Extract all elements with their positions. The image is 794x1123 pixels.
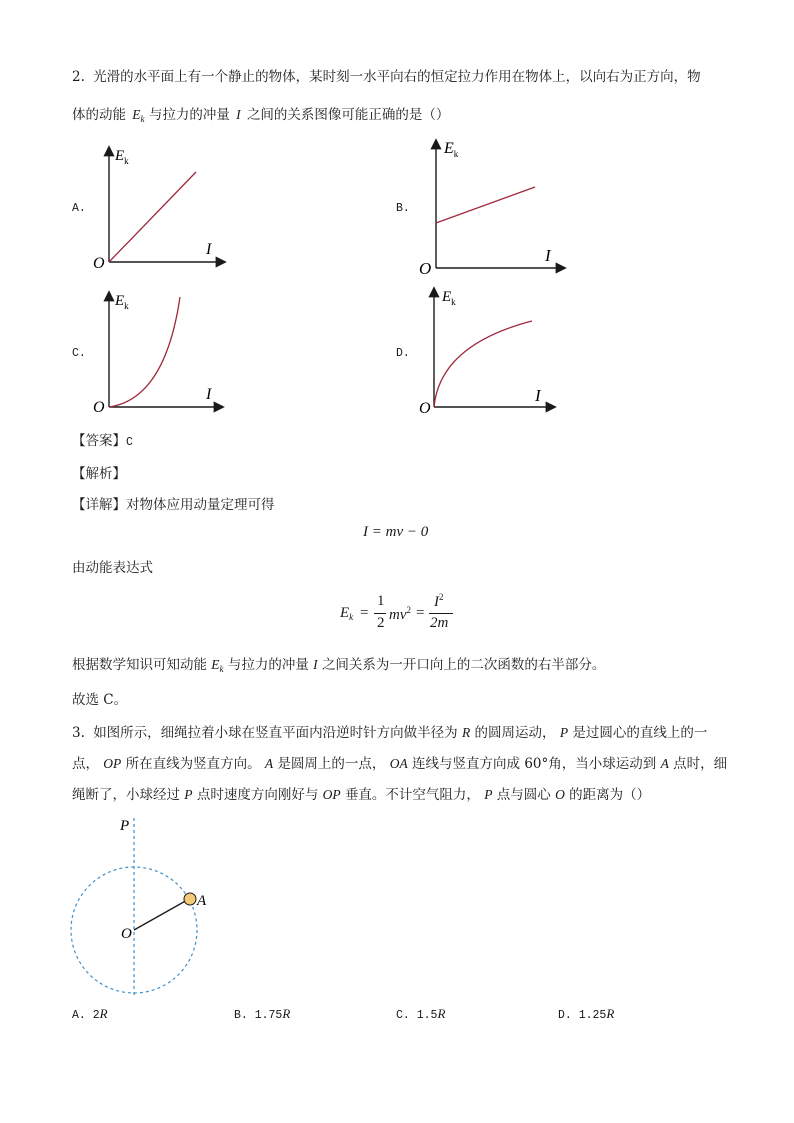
q2-stem-part2c: 之间的关系图像可能正确的是（） [246,107,450,123]
q2-number: 2. [72,69,85,85]
answer-label: 【答案】 [72,433,126,449]
graph-d-ylabel: $E_k$ [442,289,456,307]
analysis-label: 【解析】 [72,466,126,482]
equation-momentum: I = mv − 0 [363,524,429,540]
q2-stem-line1 [72,67,701,87]
graph-b-origin: O [419,259,432,277]
q3-option-b[interactable]: B. 1.75R [234,1006,291,1022]
ek-intro: 由动能表达式 [72,560,153,576]
q2-option-a-label[interactable]: A. [72,202,86,215]
answer-value: C [126,436,133,449]
equation-kinetic-energy [340,592,470,636]
eq2-equals-1: = [360,605,369,621]
q3-string-OA [134,899,189,930]
q3-label-A: A [197,893,207,909]
answer-line [72,431,133,453]
q2-option-b-label[interactable]: B. [396,202,410,215]
q2-graph-b[interactable] [414,135,574,277]
graph-c-xlabel: I [206,386,212,403]
q3-line2: 点， OP 所在直线为竖直方向。 A 是圆周上的一点， OA 连线与竖直方向成 60°角，当小球运动到 A 点时，细 [72,756,728,772]
q3-line3: 绳断了，小球经过 P 点时速度方向刚好与 OP 垂直。不计空气阻力， P 点与圆心 O 的距离为（） [72,787,651,803]
eq2-frac1-bar [374,613,386,614]
choose-line: 故选 C。 [72,692,128,708]
q2-ek-symbol: $E_k$ [132,107,145,124]
q3-option-d[interactable]: D. 1.25R [558,1006,615,1022]
graph-a-ylabel: $E_k$ [115,148,129,166]
eq2-frac2-bar [429,613,453,614]
q2-stem-line2 [72,105,449,129]
eq2-frac2-num: $I^2$ [434,592,444,610]
q2-graph-c[interactable] [90,287,230,417]
q3-option-c[interactable]: C. 1.5R [396,1006,446,1022]
graph-c-origin: O [93,399,105,416]
q2-graph-a[interactable] [90,142,230,272]
graph-a-xlabel: I [206,241,212,258]
q2-stem-part2a: 体的动能 [72,107,126,123]
q2-option-c-label[interactable]: C. [72,347,86,360]
q2-stem-part2b: 与拉力的冲量 [148,107,230,123]
q2-stem-part1: 光滑的水平面上有一个静止的物体，某时刻一水平向右的恒定拉力作用在物体上，以向右为正方向，物 [93,69,701,85]
q3-label-O: O [121,926,132,942]
detail-label: 【详解】 [72,497,126,513]
eq2-lhs: $E_k$ [340,605,354,622]
eq2-mid: $mv^2$ [389,605,411,623]
graph-a-origin: O [93,255,105,272]
q2-graph-d[interactable] [414,283,564,418]
detail-text: 对物体应用动量定理可得 [126,497,275,513]
graph-b-ylabel: $E_k$ [444,140,459,159]
graph-c-ylabel: $E_k$ [115,293,129,311]
eq2-frac1-num: 1 [377,593,385,609]
graph-d-curve [434,321,532,407]
conclusion-line: 根据数学知识可知动能 $E_k$ 与拉力的冲量 I 之间关系为一开口向上的二次函数的右半部分。 [72,657,606,674]
eq2-equals-2: = [416,605,425,621]
q3-ball [184,893,196,905]
q2-impulse-symbol: I [236,107,241,122]
q3-line1: 3. 如图所示，细绳拉着小球在竖直平面内沿逆时针方向做半径为 R 的圆周运动， P 是过圆心的直线上的一 [72,725,708,741]
graph-b-curve [436,187,535,223]
detail-line [72,495,275,515]
q3-figure [66,810,226,1000]
conclusion-impulse-symbol: I [313,657,318,672]
graph-a-curve [109,172,196,262]
graph-c-curve [109,297,180,407]
graph-d-xlabel: I [535,386,541,405]
eq2-frac2-den: 2m [430,615,449,631]
conclusion-ek-symbol: $E_k$ [211,657,224,674]
q2-option-d-label[interactable]: D. [396,347,410,360]
q3-label-P: P [120,818,130,834]
graph-b-xlabel: I [545,246,551,265]
eq2-frac1-den: 2 [377,615,385,631]
graph-d-origin: O [419,400,431,417]
q3-option-a[interactable]: A. 2R [72,1006,108,1022]
